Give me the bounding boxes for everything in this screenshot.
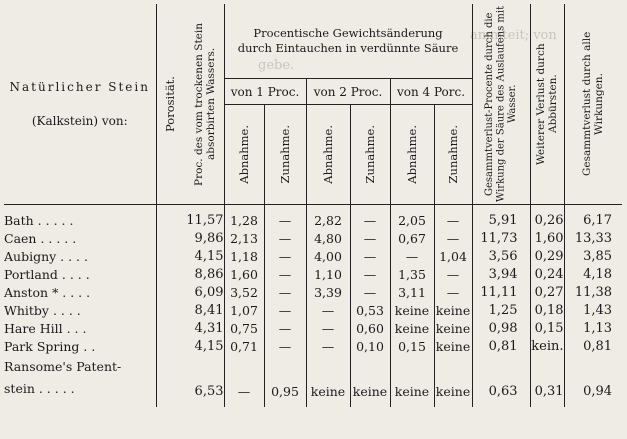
value-cell: keine xyxy=(390,319,434,337)
value-cell: 1,10 xyxy=(306,265,350,283)
value-cell: — xyxy=(264,247,306,265)
value-cell: — xyxy=(264,319,306,337)
stone-name: Aubigny . . . . xyxy=(4,247,156,265)
stone-name: Park Spring . . xyxy=(4,337,156,355)
increase-header: Zunahme. xyxy=(264,105,306,205)
total-acid-header xyxy=(472,4,530,205)
stone-title: Natürlicher Stein xyxy=(9,80,150,94)
value-cell: 0,15 xyxy=(530,319,564,337)
value-cell: 3,52 xyxy=(224,283,264,301)
value-cell: — xyxy=(350,283,390,301)
value-cell: 13,33 xyxy=(574,230,613,246)
value-cell: — xyxy=(264,337,306,355)
table-row xyxy=(4,337,622,355)
value-cell: 1,35 xyxy=(390,265,434,283)
table-row xyxy=(4,355,622,375)
value-cell: 4,80 xyxy=(306,229,350,247)
value-cell: keine xyxy=(390,301,434,319)
decrease-header: Abnahme. xyxy=(390,105,434,205)
value-cell: 0,53 xyxy=(350,301,390,319)
value-cell: — xyxy=(350,205,390,230)
value-cell: — xyxy=(434,265,472,283)
stone-name: Ransome's Patent- xyxy=(4,355,156,375)
value-cell: 1,18 xyxy=(224,247,264,265)
value-cell: — xyxy=(390,247,434,265)
stone-name: Whitby . . . . xyxy=(4,301,156,319)
value-cell: keine xyxy=(435,302,471,318)
stone-subtitle: (Kalkstein) von: xyxy=(31,114,128,128)
table-row xyxy=(4,375,622,407)
value-cell: — xyxy=(350,229,390,247)
value-cell: — xyxy=(306,301,350,319)
conc-4-header: von 4 Porc. xyxy=(390,79,472,105)
value-cell: kein. xyxy=(531,338,564,354)
value-cell: 0,98 xyxy=(472,319,530,337)
stone-acid-table xyxy=(4,4,622,407)
decrease-header: Abnahme. xyxy=(306,105,350,205)
value-cell: 0,81 xyxy=(583,338,613,354)
porosity-sublabel: Proc. des vom trockenen Stein absorbirten Wassers. xyxy=(192,22,217,186)
value-cell: 0,26 xyxy=(530,205,564,230)
porosity-value: 4,31 xyxy=(156,319,224,337)
value-cell: 3,56 xyxy=(472,247,530,265)
table-row xyxy=(4,247,622,265)
value-cell: — xyxy=(264,229,306,247)
value-cell: — xyxy=(264,301,306,319)
porosity-value: 11,57 xyxy=(156,205,224,230)
table-row xyxy=(4,205,622,230)
value-cell: 1,07 xyxy=(224,301,264,319)
value-cell: keine xyxy=(434,375,472,407)
value-cell: 0,95 xyxy=(264,375,306,407)
increase-header: Zunahme. xyxy=(434,105,472,205)
value-cell: keine xyxy=(350,375,390,407)
value-cell: 5,91 xyxy=(472,205,530,230)
value-cell: 0,81 xyxy=(472,337,530,355)
value-cell: 0,75 xyxy=(224,319,264,337)
conc-2-header: von 2 Proc. xyxy=(306,79,390,105)
value-cell: 2,13 xyxy=(224,229,264,247)
porosity-header xyxy=(156,4,224,205)
value-cell: 0,67 xyxy=(390,229,434,247)
value-cell: 0,27 xyxy=(530,283,564,301)
porosity-value: 8,86 xyxy=(156,265,224,283)
porosity-value: 8,41 xyxy=(156,301,224,319)
value-cell: 11,73 xyxy=(472,229,530,247)
stone-name: Hare Hill . . . xyxy=(4,319,156,337)
total-acid-label: Gesammtverlust-Procente durch die Wirkung der Säure des Auslaufens mit Wasser. xyxy=(483,5,518,203)
value-cell: — xyxy=(264,265,306,283)
value-cell: 2,05 xyxy=(390,205,434,230)
porosity-value: 6,09 xyxy=(156,283,224,301)
porosity-value: 4,15 xyxy=(156,337,224,355)
value-cell: 2,82 xyxy=(306,205,350,230)
value-cell: 0,31 xyxy=(530,375,564,407)
value-cell: — xyxy=(434,283,472,301)
value-cell: 1,60 xyxy=(530,229,564,247)
table-row xyxy=(4,265,622,283)
value-cell: 0,24 xyxy=(530,265,564,283)
table-row xyxy=(4,229,622,247)
value-cell: — xyxy=(306,319,350,337)
porosity-value: 4,15 xyxy=(156,247,224,265)
value-cell: 0,60 xyxy=(350,319,390,337)
value-cell: 6,17 xyxy=(583,212,613,228)
value-cell: keine xyxy=(435,338,471,354)
value-cell: keine xyxy=(306,375,350,407)
value-cell: 1,28 xyxy=(224,205,264,230)
value-cell: 0,94 xyxy=(583,383,613,399)
value-cell: 11,11 xyxy=(472,283,530,301)
stone-name: Anston * . . . . xyxy=(4,283,156,301)
value-cell: 0,63 xyxy=(472,375,530,407)
value-cell: 3,94 xyxy=(472,265,530,283)
value-cell: 1,04 xyxy=(434,247,472,265)
value-cell: 0,18 xyxy=(530,301,564,319)
total-all-label: Gesammtverlust durch alle Wirkungen. xyxy=(581,31,606,177)
header-row-1 xyxy=(4,4,622,79)
bleed-through-text: gebe. xyxy=(258,58,295,73)
value-cell: 0,10 xyxy=(350,337,390,355)
value-cell: 1,13 xyxy=(583,320,613,336)
value-cell: 4,00 xyxy=(306,247,350,265)
value-cell: 4,18 xyxy=(583,266,613,282)
porosity-value: 6,53 xyxy=(156,375,224,407)
value-cell: — xyxy=(264,283,306,301)
value-cell: 1,60 xyxy=(224,265,264,283)
stone-header xyxy=(4,4,156,205)
value-cell: — xyxy=(434,229,472,247)
value-cell: 0,15 xyxy=(390,337,434,355)
value-cell: 1,25 xyxy=(472,301,530,319)
increase-header: Zunahme. xyxy=(350,105,390,205)
porosity-value: 9,86 xyxy=(156,229,224,247)
table-row xyxy=(4,319,622,337)
value-cell: 3,39 xyxy=(306,283,350,301)
value-cell: 0,29 xyxy=(530,247,564,265)
value-cell: — xyxy=(350,265,390,283)
further-loss-header xyxy=(530,4,564,205)
value-cell: 3,11 xyxy=(390,283,434,301)
value-cell: keine xyxy=(390,375,434,407)
value-cell: 0,71 xyxy=(224,337,264,355)
stone-name: stein . . . . . xyxy=(4,375,156,407)
stone-name: Caen . . . . . xyxy=(4,229,156,247)
table-row xyxy=(4,283,622,301)
porosity-label: Porosität. xyxy=(162,76,177,132)
conc-1-header: von 1 Proc. xyxy=(224,79,306,105)
stone-name: Portland . . . . xyxy=(4,265,156,283)
value-cell: 3,85 xyxy=(583,248,613,264)
weight-change-title: Procentische Gewichtsänderung durch Eintauchen in verdünnte Säure xyxy=(237,26,459,56)
value-cell: — xyxy=(434,205,472,230)
value-cell: — xyxy=(224,375,264,407)
value-cell: 1,43 xyxy=(583,302,613,318)
value-cell: keine xyxy=(435,320,471,336)
decrease-header: Abnahme. xyxy=(224,105,264,205)
value-cell: — xyxy=(350,247,390,265)
table-row xyxy=(4,301,622,319)
value-cell: 11,38 xyxy=(574,284,613,300)
bleed-through-text: ammteit; von xyxy=(470,28,557,43)
total-all-header xyxy=(564,4,622,205)
value-cell: — xyxy=(264,205,306,230)
stone-name: Bath . . . . . xyxy=(4,205,156,230)
further-loss-label: Weiterer Verlust durch Abbürsten. xyxy=(535,43,560,165)
weight-change-header xyxy=(224,4,472,79)
value-cell: — xyxy=(306,337,350,355)
table-body xyxy=(4,205,622,356)
